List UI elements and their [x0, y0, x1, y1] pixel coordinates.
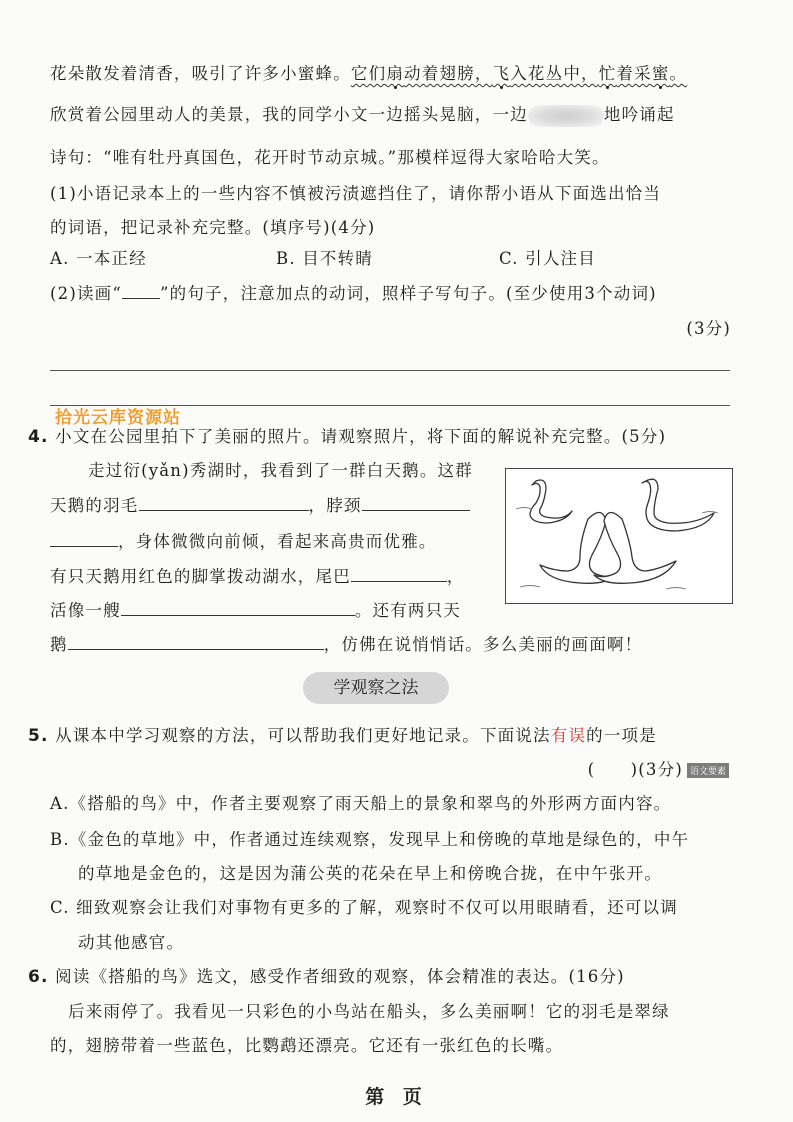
q4-line-5: 活像一艘 。还有两只天: [50, 597, 461, 621]
fill-blank-neck[interactable]: [362, 492, 470, 511]
q4-line-1: 走过衍(yǎn)秀湖时，我看到了一群白天鹅。这群: [88, 461, 473, 480]
intro-text: 花朵散发着清香，吸引了许多小蜜蜂。: [50, 64, 351, 83]
fill-blank-neck-cont[interactable]: [50, 528, 118, 547]
q3-part1-line2: 的词语，把记录补充完整。(填序号)(4分): [50, 218, 376, 237]
answer-paren[interactable]: ( )(3分): [587, 760, 683, 779]
wavy-underlined-sentence: 它们扇动着翅膀，飞入花丛中，忙着采蜜。: [350, 64, 688, 83]
q6-passage-line1: 后来雨停了。我看见一只彩色的小鸟站在船头，多么美丽啊！它的羽毛是翠绿: [68, 1002, 670, 1021]
q3-option-c: C. 引人注目: [499, 249, 596, 268]
answer-line-1[interactable]: [50, 370, 730, 371]
underline-sample: [122, 280, 160, 299]
q5-option-a: A.《搭船的鸟》中，作者主要观察了雨天船上的景象和翠鸟的外形两方面内容。: [50, 794, 672, 813]
q5-option-b-line2: 的草地是金色的，这是因为蒲公英的花朵在早上和傍晚合拢，在中午张开。: [78, 864, 663, 883]
fill-blank-two-swans[interactable]: [68, 631, 324, 650]
dotted-verb: 扇: [386, 64, 405, 83]
intro-line-2: 欣赏着公园里动人的美景，我的同学小文一边摇头晃脑，一边 地吟诵起: [50, 101, 675, 127]
fill-blank-feathers[interactable]: [139, 492, 309, 511]
q5-answer-paren: [588, 756, 729, 780]
q4-heading: [28, 423, 666, 447]
swan-right-back: [642, 479, 714, 531]
q5-heading: 5. 从课本中学习观察的方法，可以帮助我们更好地记录。下面说法有误的一项是: [28, 726, 657, 746]
language-element-tag: 语文要素: [687, 763, 729, 778]
emphasis-red-text: 有误: [550, 726, 587, 745]
q6-prompt: 阅读《搭船的鸟》选文，感受作者细致的观察，体会精准的表达。(16分): [55, 967, 625, 986]
swan-photo: [505, 468, 733, 604]
q3-part2-score: (3分): [686, 319, 731, 338]
q3-option-b: B. 目不转睛: [276, 249, 374, 268]
swans-illustration: [506, 469, 732, 603]
intro-line-3: 诗句：“唯有牡丹真国色，花开时节动京城。”那模样逗得大家哈哈大笑。: [50, 148, 610, 167]
q5-number: 5.: [28, 726, 49, 746]
q3-part2: (2)读画“ ”的句子，注意加点的动词，照样子写句子。(至少使用3个动词): [50, 280, 657, 304]
stain-smudge: [528, 105, 604, 127]
q5-option-c-line2: 动其他感官。: [78, 933, 185, 952]
q4-prompt: 小文在公园里拍下了美丽的照片。请观察照片，将下面的解说补充完整。(5分): [55, 427, 667, 446]
q6-heading: [28, 963, 625, 987]
fill-blank-boat[interactable]: [121, 597, 355, 616]
q4-line-4: 有只天鹅用红色的脚掌拨动湖水，尾巴 ，: [50, 563, 465, 587]
swan-left-back: [530, 480, 572, 523]
q6-number: 6.: [28, 967, 49, 987]
q4-line-3: ，身体微微向前倾，看起来高贵而优雅。: [50, 528, 437, 552]
q5-option-c-line1: C. 细致观察会让我们对事物有更多的了解，观察时不仅可以用眼睛看，还可以调: [50, 898, 678, 917]
dotted-verb: 忙: [598, 64, 617, 83]
section-title-pill: 学观察之法: [303, 672, 449, 704]
dotted-verb: 蜜: [651, 64, 670, 83]
q3-part1-line1: (1)小语记录本上的一些内容不慎被污渍遮挡住了，请你帮小语从下面选出恰当: [50, 184, 662, 203]
dotted-verb: 飞: [492, 64, 511, 83]
intro-line-1: [50, 60, 687, 84]
fill-blank-tail[interactable]: [351, 563, 447, 582]
q4-line-2: 天鹅的羽毛 ，脖颈: [50, 492, 470, 516]
q4-number: 4.: [28, 427, 49, 447]
page-footer: 第 页: [365, 1086, 428, 1108]
q4-line-6: 鹅 ，仿佛在说悄悄话。多么美丽的画面啊！: [50, 631, 642, 655]
q3-option-a: A. 一本正经: [50, 249, 147, 268]
watermark: 拾光云库资源站: [55, 408, 181, 428]
q5-option-b-line1: B.《金色的草地》中，作者通过连续观察，发现早上和傍晚的草地是绿色的，中午: [50, 830, 690, 849]
q6-passage-line2: 的，翅膀带着一些蓝色，比鹦鹉还漂亮。它还有一张红色的长嘴。: [50, 1036, 564, 1055]
